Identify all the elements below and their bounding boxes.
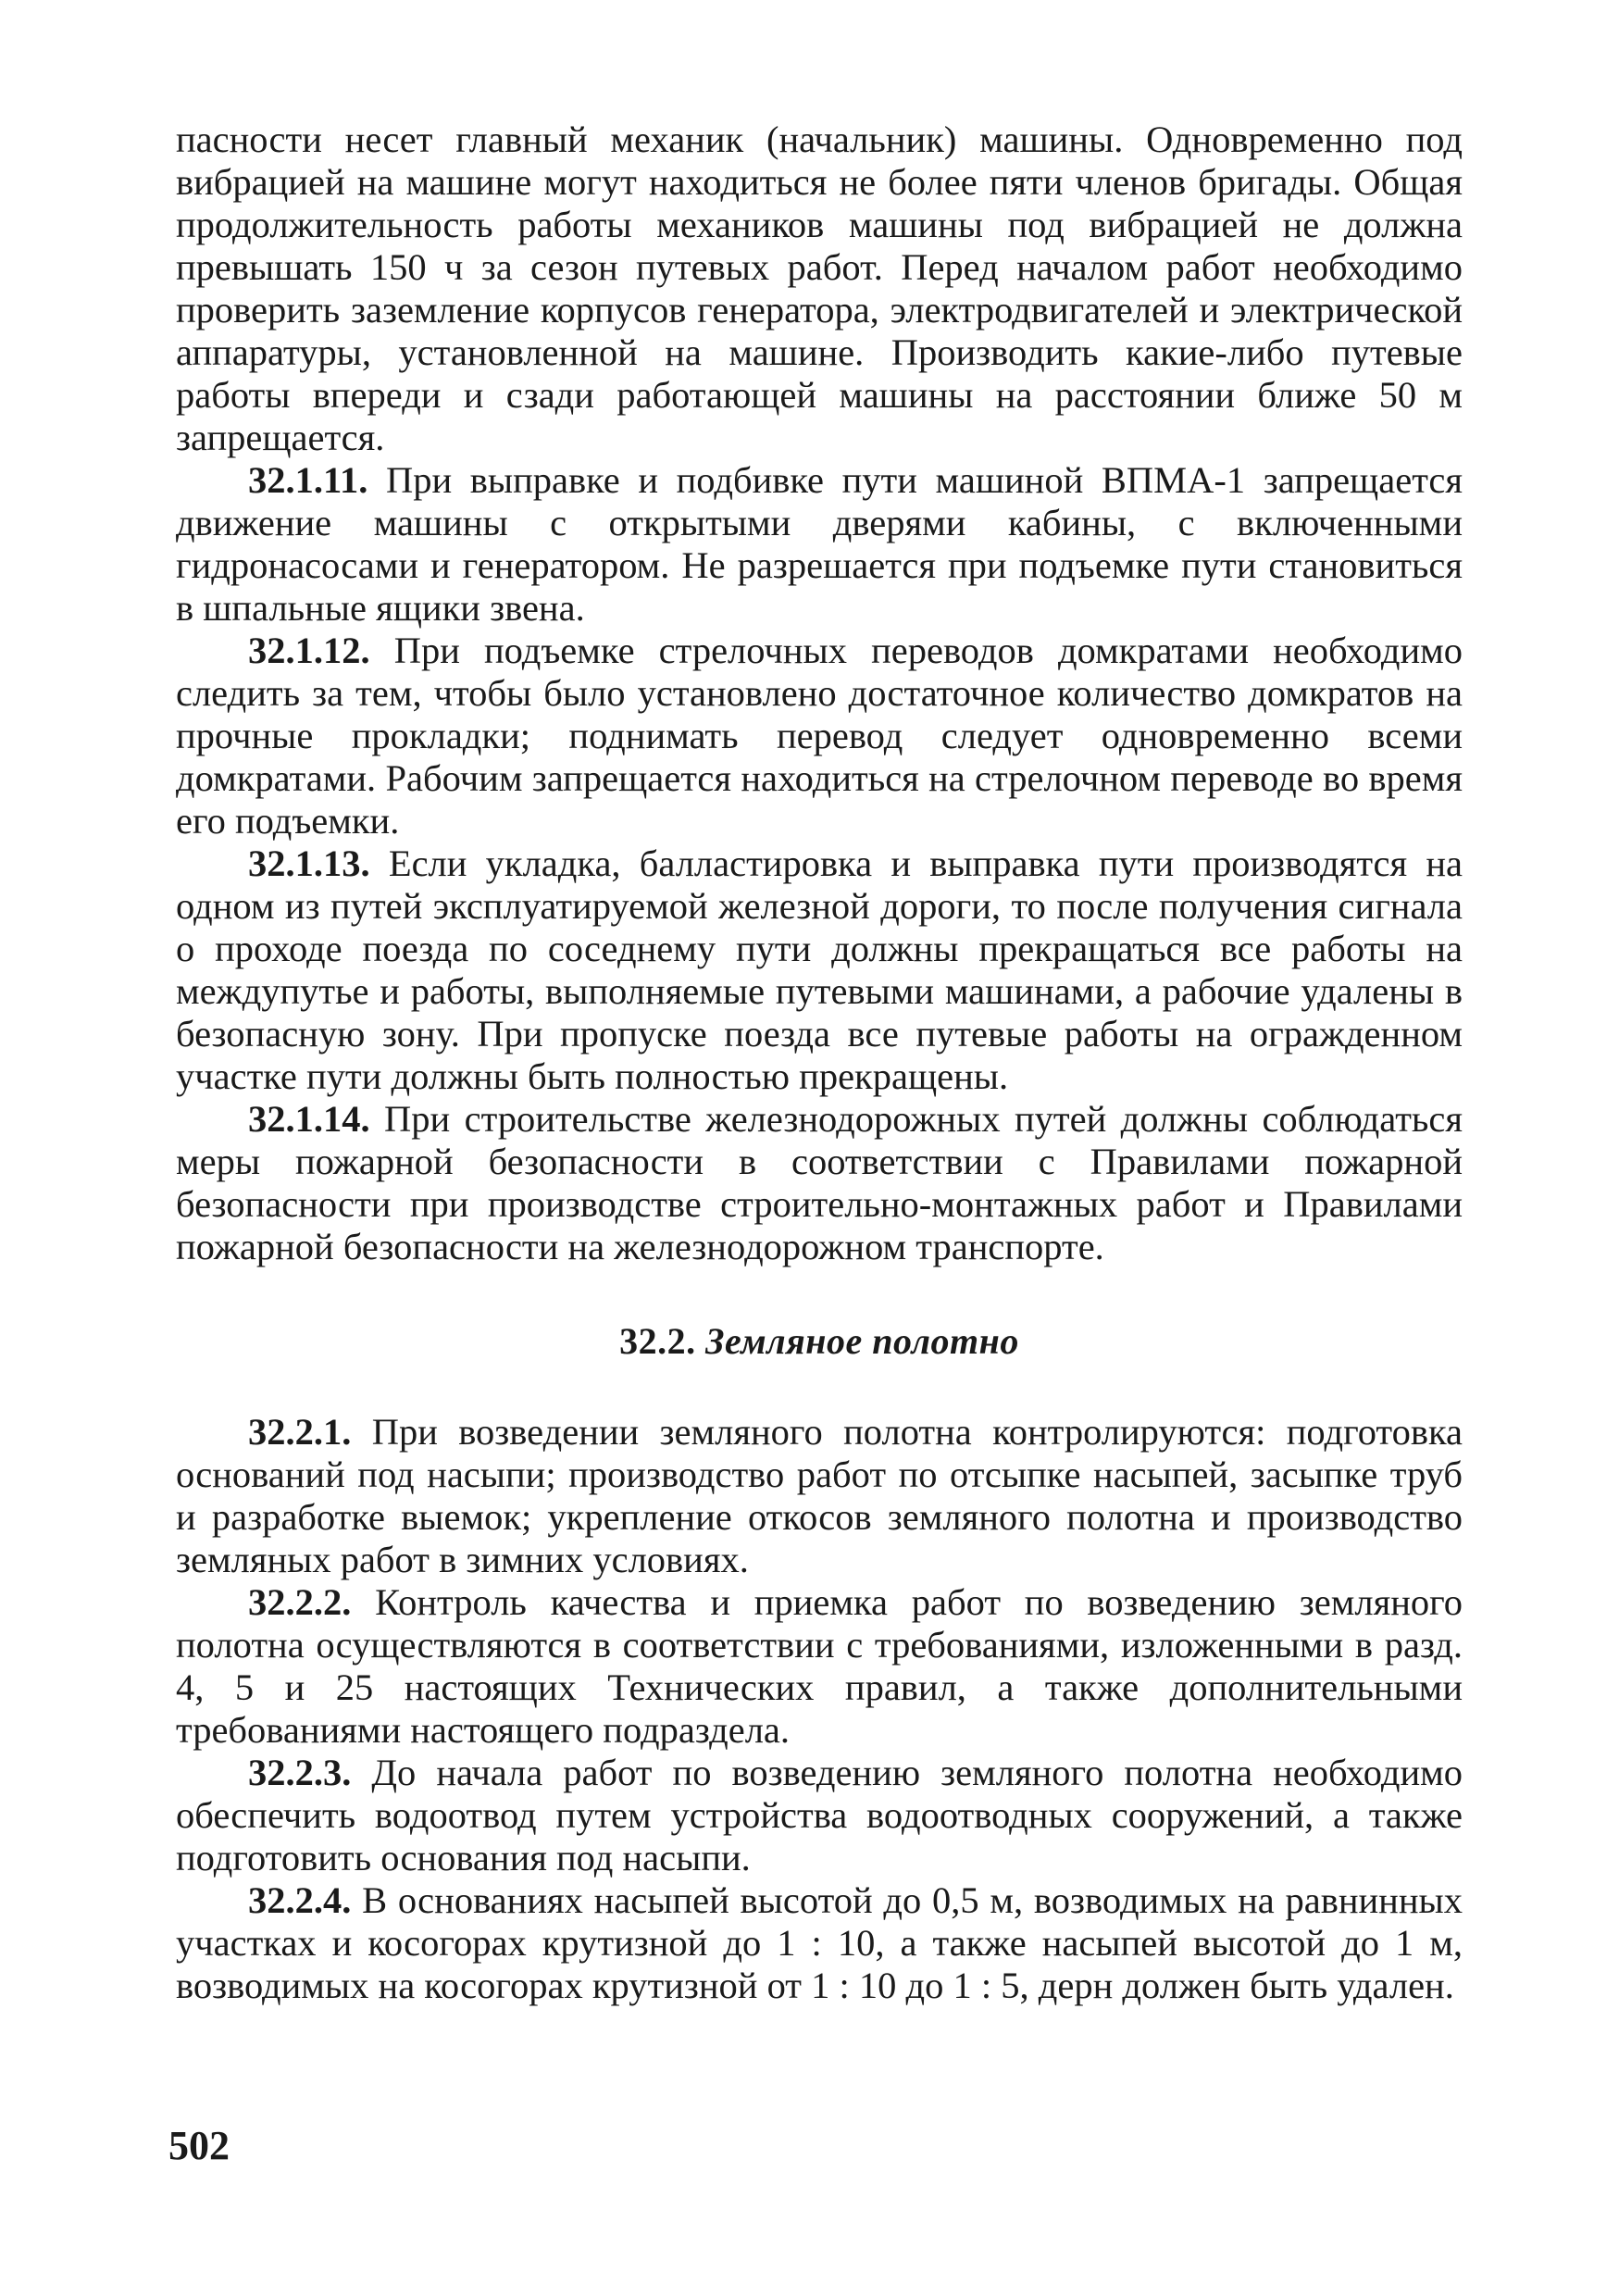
paragraph-text: При выправке и подбивке пути машиной ВПМА-1 запрещается движение машины с открытыми дверями кабины, с включенными гидронасосами и генератором. Не разрешается при подъемке пути становиться в шпальные ящики звена. [176,459,1463,629]
paragraph-text: При строительстве железнодорожных путей должны соблюдаться меры пожарной безопасности в соответствии с Правилами пожарной безопасности при производстве строительно-монтажных работ и Правилами пожарной безопасности на железнодорожном транспорте. [176,1098,1463,1267]
document-page [176,119,1463,2007]
page-number: 502 [168,2123,230,2168]
paragraph-text: Контроль качества и приемка работ по возведению земляного полотна осуществляются в соответствии с требованиями, изложенными в разд. 4, 5 и 25 настоящих Технических правил, а также дополнительными требованиями настоящего подраздела. [176,1581,1463,1751]
section-heading-number: 32.2. [619,1320,696,1362]
paragraph-number: 32.2.2. [248,1581,352,1623]
paragraph-32-1-11 [176,459,1463,630]
section-heading-title: Земляное полотно [705,1320,1019,1362]
paragraph-number: 32.1.13. [248,842,370,884]
section-heading [176,1320,1463,1363]
paragraph-text: При возведении земляного полотна контролируются: подготовка оснований под насыпи; производство работ по отсыпке насыпей, засыпке труб и разработке выемок; укрепление откосов земляного полотна и производство земляных работ в зимних условиях. [176,1411,1463,1580]
paragraph-number: 32.2.1. [248,1411,352,1453]
paragraph-32-1-13 [176,842,1463,1098]
paragraph-number: 32.1.14. [248,1098,370,1140]
paragraph-32-2-4 [176,1879,1463,2007]
paragraph-32-2-2 [176,1581,1463,1752]
paragraph-text: При подъемке стрелочных переводов домкратами необходимо следить за тем, чтобы было установлено достаточное количество домкратов на прочные прокладки; поднимать перевод следует одновременно всеми домкратами. Рабочим запрещается находиться на стрелочном переводе во время его подъемки. [176,630,1463,842]
paragraph-number: 32.1.12. [248,630,370,671]
paragraph-number: 32.2.4. [248,1879,352,1921]
paragraph-text: пасности несет главный механик (начальник) машины. Одновременно под вибрацией на машине могут находиться не более пяти членов бригады. Общая продолжительность работы механиков машины под вибрацией не должна превышать 150 ч за сезон путевых работ. Перед началом работ необходимо проверить заземление корпусов генератора, электродвигателей и электрической аппаратуры, установленной на машине. Производить какие-либо путевые работы впереди и сзади работающей машины на расстоянии ближе 50 м запрещается. [176,119,1463,458]
paragraph-continued [176,119,1463,459]
paragraph-32-2-1 [176,1411,1463,1581]
paragraph-text: В основаниях насыпей высотой до 0,5 м, возводимых на равнинных участках и косогорах крутизной до 1 : 10, а также насыпей высотой до 1 м, возводимых на косогорах крутизной от 1 : 10 до 1 : 5, дерн должен быть удален. [176,1879,1463,2006]
paragraph-text: Если укладка, балластировка и выправка пути производятся на одном из путей эксплуатируемой железной дороги, то после получения сигнала о проходе поезда по соседнему пути должны прекращаться все работы на междупутье и работы, выполняемые путевыми машинами, а рабочие удалены в безопасную зону. При пропуске поезда все путевые работы на огражденном участке пути должны быть полностью прекращены. [176,842,1463,1097]
paragraph-number: 32.2.3. [248,1752,352,1793]
paragraph-32-1-14 [176,1098,1463,1268]
paragraph-32-2-3 [176,1752,1463,1879]
paragraph-number: 32.1.11. [248,459,368,501]
paragraph-32-1-12 [176,630,1463,842]
paragraph-text: До начала работ по возведению земляного полотна необходимо обеспечить водоотвод путем устройства водоотводных сооружений, а также подготовить основания под насыпи. [176,1752,1463,1878]
